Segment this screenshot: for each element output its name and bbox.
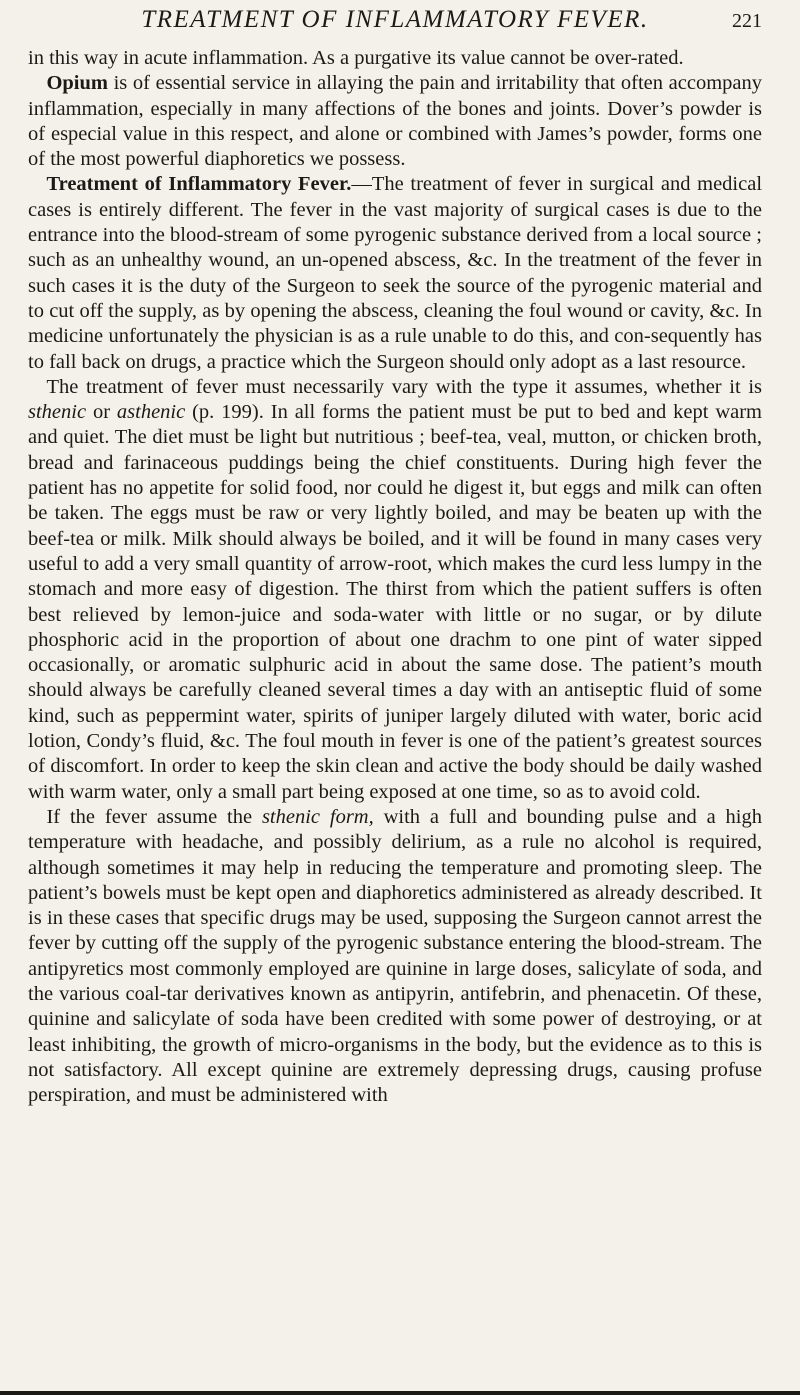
emphasis-text: asthenic (116, 401, 186, 424)
paragraph-heading: Treatment of Inflammatory Fever. (46, 173, 352, 196)
paragraph-text: is of essential service in allaying the pain and irritability that often accompany inflammation, especially in many affections of the bones and joints. Dover’s powder is of especial value in this respect, and alone or combined with James’s powder, forms one of the most powerful diaphoretics we possess. (28, 72, 762, 171)
paragraph-text: with a full and bounding pulse and a high temperature with headache, and possibly delirium, as a rule no alcohol is required, although sometimes it may help in reducing the temperature and promoting sleep. The patient’s bowels must be kept open and diaphoretics administered as already described. It is in these cases that specific drugs may be used, supposing the Surgeon cannot arrest the fever by cutting off the supply of the pyrogenic substance entering the blood-stream. The antipyretics most commonly employed are quinine in large doses, salicylate of soda, and the various coal-tar derivatives known as antipyrin, antifebrin, and phenacetin. Of these, quinine and salicylate of soda have been credited with some power of destroying, or at least inhibiting, the growth of micro-organisms in the body, but the evidence as to this is not satisfactory. All except quinine are extremely depressing drugs, causing profuse perspiration, and must be administered with (28, 805, 762, 1107)
paragraph-inflammatory-fever (28, 172, 762, 374)
paragraph-text: If the fever assume the (46, 805, 262, 828)
paragraph-treatment-of-fever (28, 375, 762, 805)
paragraph-sthenic-form (28, 805, 762, 1109)
paragraph-continuation (28, 46, 762, 71)
bottom-rule (0, 1391, 800, 1395)
running-title: TREATMENT OF INFLAMMATORY FEVER. (141, 6, 649, 33)
paragraph-text: —The treatment of fever in surgical and medical cases is entirely different. The fever in the vast majority of surgical cases is due to the entrance into the blood-stream of some pyrogenic substance derived from a local source ; such as an unhealthy wound, an un-opened abscess, &c. In the treatment of the fever in such cases it is the duty of the Surgeon to seek the source of the pyrogenic material and to cut off the supply, as by opening the abscess, cleaning the foul wound or cavity, &c. In medicine unfortunately the physician is as a rule unable to do this, and con-sequently has to fall back on drugs, a practice which the Surgeon should only adopt as a last resource. (28, 173, 763, 373)
paragraph-text: or (86, 401, 117, 424)
paragraph-text: (p. 199). In all forms the patient must be put to bed and kept warm and quiet. The diet must be light but nutritious ; beef-tea, veal, mutton, or chicken broth, bread and farinaceous puddings being the chief constituents. During high fever the patient has no appetite for solid food, nor could he digest it, but eggs and milk can often be taken. The eggs must be raw or very lightly boiled, and may be beaten up with the beef-tea or milk. Milk should always be boiled, and it will be found in many cases very useful to add a very small quantity of arrow-root, which makes the curd less lumpy in the stomach and more easy of digestion. The thirst from which the patient suffers is often best relieved by lemon-juice and soda-water with little or no sugar, or by dilute phosphoric acid in the proportion of about one drachm to one pint of water sipped occasionally, or aromatic sulphuric acid in about the same dose. The patient’s mouth should always be carefully cleaned several times a day with an antiseptic fluid of some kind, such as peppermint water, spirits of juniper largely diluted with water, boric acid lotion, Condy’s fluid, &c. The foul mouth in fever is one of the patient’s greatest sources of discomfort. In order to keep the skin clean and active the body should be daily washed with warm water, only a small part being exposed at one time, so as to avoid cold. (28, 401, 762, 803)
paragraph-text: in this way in acute inflammation. As a purgative its value cannot be over-rated. (28, 47, 684, 69)
page-number: 221 (732, 10, 762, 32)
paragraph-opium (28, 71, 762, 172)
emphasis-text: sthenic (28, 401, 87, 424)
paragraph-text: The treatment of fever must necessarily vary with the type it assumes, whether it is (46, 375, 762, 398)
paragraph-heading: Opium (46, 72, 108, 95)
running-head (28, 0, 762, 40)
body-text (28, 46, 762, 1108)
emphasis-text: sthenic form, (261, 805, 374, 828)
